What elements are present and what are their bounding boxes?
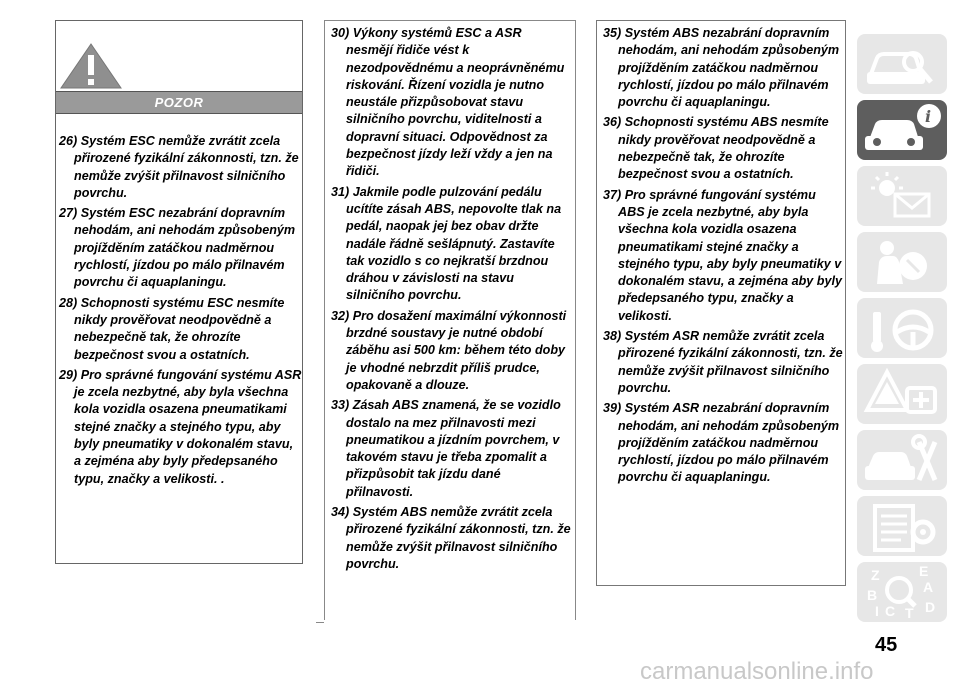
warning-box [55,20,303,564]
warning-item: 28) Schopnosti systému ESC nesmíte nikdy prověřovat neodpovědně a nebezpečně tak, že ohrozíte bezpečnost svou a ostatních. [59,295,285,362]
middle-column [324,20,576,620]
right-column [596,20,846,586]
warning-title: POZOR [56,91,302,114]
middle-list [331,25,571,576]
right-item: 36) Schopnosti systému ABS nesmíte nikdy prověřovat neodpovědně a nebezpečně tak, že ohrozíte bezpečnost svou a ostatních. [603,115,829,182]
middle-item: 34) Systém ABS nemůže zvrátit zcela přirozené fyzikální zákonnosti, tzn. že nemůže zvýšit přilnavost silničního povrchu. [331,505,571,571]
right-item: 38) Systém ASR nemůže zvrátit zcela přirozené fyzikální zákonnosti, tzn. že nemůže zvýšit přilnavost silničního povrchu. [603,329,843,395]
warning-item: 27) Systém ESC nezabrání dopravním nehodám, ani nehodám způsobeným projížděním zatáčkou nadměrnou rychlostí, jízdou po málo přilnavém povrchu či aquaplaningu. [59,206,296,290]
middle-item: 30) Výkony systémů ESC a ASR nesmějí řidiče vést k nezodpovědnému a neoprávněnému riskování. Řízení vozidla je nutno neustále přizpůsobovat stavu silničního povrchu, viditelnosti a dopravní situaci. Odpovědnost za bezpečnost jízdy leží vždy a jen na řidiči. [331,26,565,179]
index-letter: E [919,563,929,579]
right-item: 37) Pro správné fungování systému ABS je zcela nezbytné, aby byla všechna kola vozidla osazena pneumatikami stejné značky a stejného typu, aby byly pneumatiky v dokonalém stavu, a zejména aby byly předepsaného typu, značky a velikosti. [603,187,842,323]
middle-item: 33) Zásah ABS znamená, že se vozidlo dostalo na mez přilnavosti mezi pneumatikou a jízdním povrchem, v takovém stavu je třeba zpomalit a přizpůsobit tak jízdu dané přilnavosti. [331,398,561,499]
warning-triangle-icon [59,42,124,90]
index-letter: Z [871,567,880,583]
emergency-icon[interactable] [857,364,947,424]
right-list [603,25,843,490]
index-letter: A [923,579,934,595]
index-icon[interactable] [857,562,947,622]
index-letter: B [867,587,878,603]
right-item: 39) Systém ASR nezabrání dopravním nehodám, ani nehodám způsobeným projížděním zatáčkou nadměrnou rychlostí, jízdou po málo přilnavém povrchu či aquaplaningu. [603,401,840,485]
right-item: 35) Systém ABS nezabrání dopravním nehodám, ani nehodám způsobeným projížděním zatáčkou nadměrnou rychlostí, jízdou po málo přilnavém povrchu či aquaplaningu. [603,26,840,110]
watermark: carmanualsonline.info [640,658,874,685]
safety-airbag-icon[interactable] [857,232,947,292]
index-letter: D [925,599,936,615]
car-info-icon[interactable] [857,100,947,160]
warning-item: 29) Pro správné fungování systému ASR je zcela nezbytné, aby byla všechna kola vozidla osazena pneumatikami stejné značky a stejného typu, aby byly pneumatiky v dokonalém stavu, a zejména aby byly předepsaného typu, značky a velikosti. . [59,367,302,486]
warning-item: 26) Systém ESC nemůže zvrátit zcela přirozené fyzikální zákonnosti, tzn. že nemůže zvýšit přilnavost silničního povrchu. [59,134,299,200]
index-letter: C [885,603,896,619]
middle-item: 32) Pro dosažení maximální výkonnosti brzdné soustavy je nutné období záběhu asi 500 km: během této doby je vhodné nebrzdit příliš prudce, opakovaně a dlouze. [331,308,567,392]
page-number: 45 [875,634,898,656]
middle-item: 31) Jakmile podle pulzování pedálu ucítíte zásah ABS, nepovolte tlak na pedál, naopak jej bez obav držte nadále řádně sešlápnutý. Zastavíte tak vozidlo s co nejkratší brzdnou dráhou v závislosti na stavu silničního povrchu. [331,184,562,303]
warning-list [59,133,302,491]
warning-lights-icon[interactable] [857,166,947,226]
maintenance-icon[interactable] [857,430,947,490]
index-letter: I [875,603,879,619]
car-overview-icon[interactable] [857,34,947,94]
technical-data-icon[interactable] [857,496,947,556]
index-letter: T [905,605,914,621]
svg-text:i: i [925,107,932,126]
column-divider [316,622,324,623]
starting-driving-icon[interactable] [857,298,947,358]
